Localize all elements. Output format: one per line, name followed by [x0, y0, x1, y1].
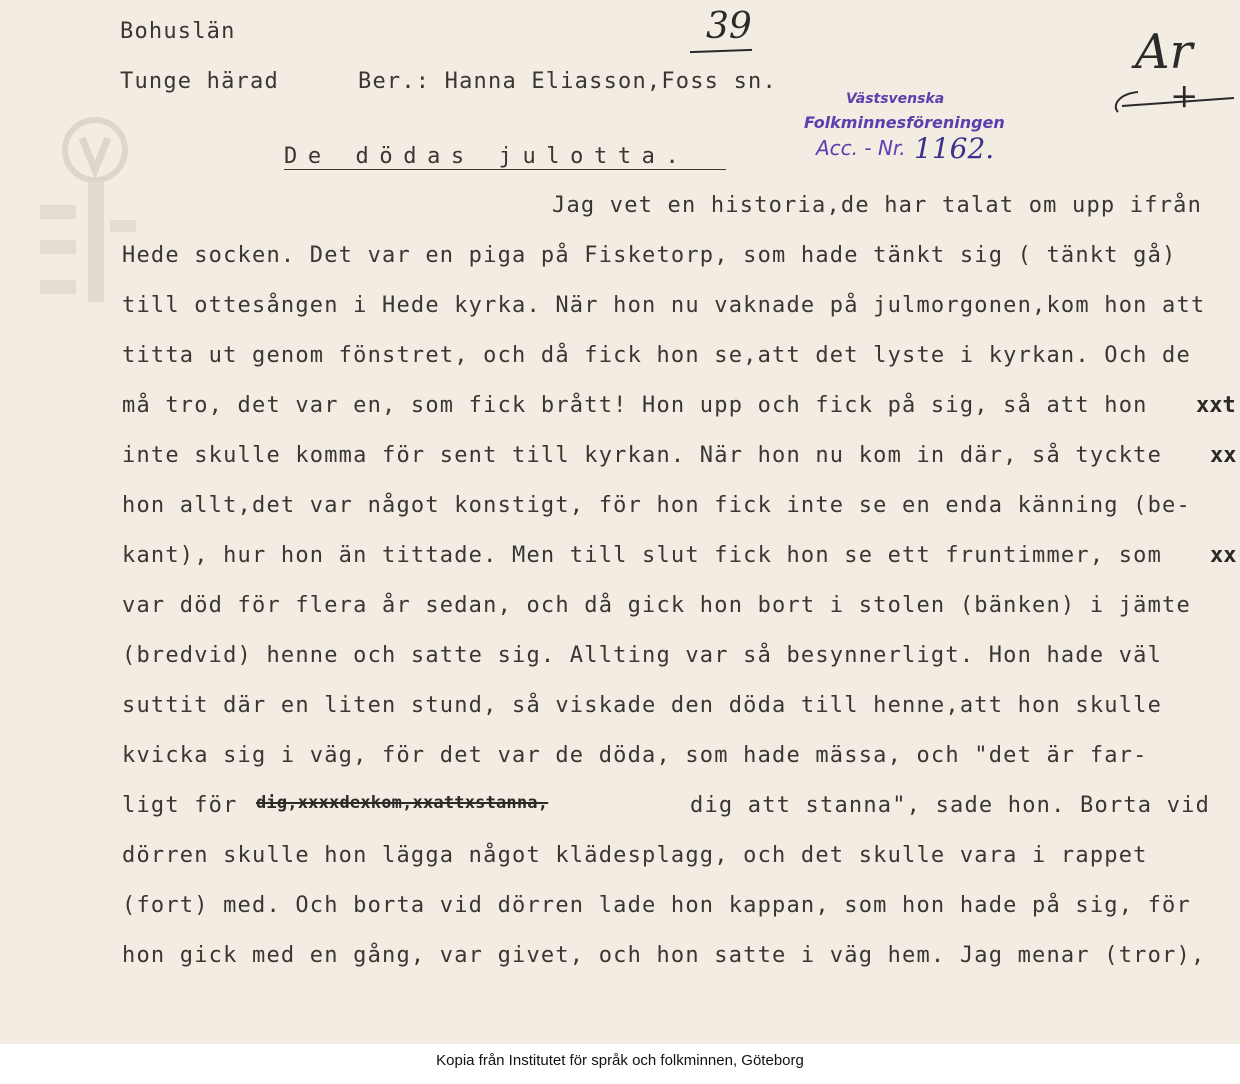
strikeout-mark: xxt	[1196, 393, 1236, 418]
body-line: Jag vet en historia,de har talat om upp ifrån	[552, 193, 1203, 218]
informant-label: Ber.: Hanna Eliasson,Foss sn.	[358, 69, 777, 94]
body-line: dörren skulle hon lägga något klädesplagg, och det skulle vara i rappet	[122, 843, 1148, 868]
corner-note: Ar	[1135, 24, 1193, 80]
body-line: till ottesången i Hede kyrka. När hon nu vaknade på julmorgonen,kom hon att	[122, 293, 1206, 318]
footer-caption: Kopia från Institutet för språk och folkminnen, Göteborg	[436, 1052, 804, 1069]
page-number-underline	[690, 49, 752, 53]
body-line: var död för flera år sedan, och då gick hon bort i stolen (bänken) i jämte	[122, 593, 1191, 618]
struck-text: dig,xxxxdexkom,xxattxstanna,	[256, 793, 549, 813]
body-line: Hede socken. Det var en piga på Fisketorp, som hade tänkt sig ( tänkt gå)	[122, 243, 1177, 268]
body-line: ligt för	[122, 793, 238, 818]
body-line: hon allt,det var något konstigt, för hon fick inte se en enda känning (be-	[122, 493, 1191, 518]
stamp-acc-number: 1162.	[914, 132, 995, 165]
stamp-acc-label: Acc. - Nr.	[816, 136, 906, 160]
body-line: kant), hur hon än tittade. Men till slut fick hon se ett fruntimmer, som	[122, 543, 1163, 568]
page-number: 39	[706, 6, 752, 47]
body-line: inte skulle komma för sent till kyrkan. När hon nu kom in där, så tyckte	[122, 443, 1163, 468]
body-line: titta ut genom fönstret, och då fick hon se,att det lyste i kyrkan. Och de	[122, 343, 1191, 368]
body-line: må tro, det var en, som fick brått! Hon upp och fick på sig, så att hon	[122, 393, 1148, 418]
strikeout-mark: xx	[1210, 443, 1237, 468]
corner-scribble-icon	[1108, 84, 1238, 124]
strikeout-mark: xx	[1210, 543, 1237, 568]
title-underline	[284, 169, 726, 170]
corner-mark: +	[1170, 76, 1199, 116]
district-label: Tunge härad	[120, 69, 279, 94]
body-line: (bredvid) henne och satte sig. Allting var så besynnerligt. Hon hade väl	[122, 643, 1163, 668]
body-line: (fort) med. Och borta vid dörren lade hon kappan, som hon hade på sig, för	[122, 893, 1191, 918]
body-line: hon gick med en gång, var givet, och hon satte i väg hem. Jag menar (tror),	[122, 943, 1206, 968]
stamp-line2: Folkminnesföreningen	[804, 113, 1005, 132]
province-label: Bohuslän	[120, 19, 236, 44]
document-title: De dödas julotta.	[284, 144, 690, 169]
stamp-line1: Västsvenska	[846, 91, 945, 107]
body-line: suttit där en liten stund, så viskade den döda till henne,att hon skulle	[122, 693, 1163, 718]
body-line: kvicka sig i väg, för det var de döda, som hade mässa, och "det är far-	[122, 743, 1148, 768]
body-line: dig att stanna", sade hon. Borta vid	[690, 793, 1211, 818]
